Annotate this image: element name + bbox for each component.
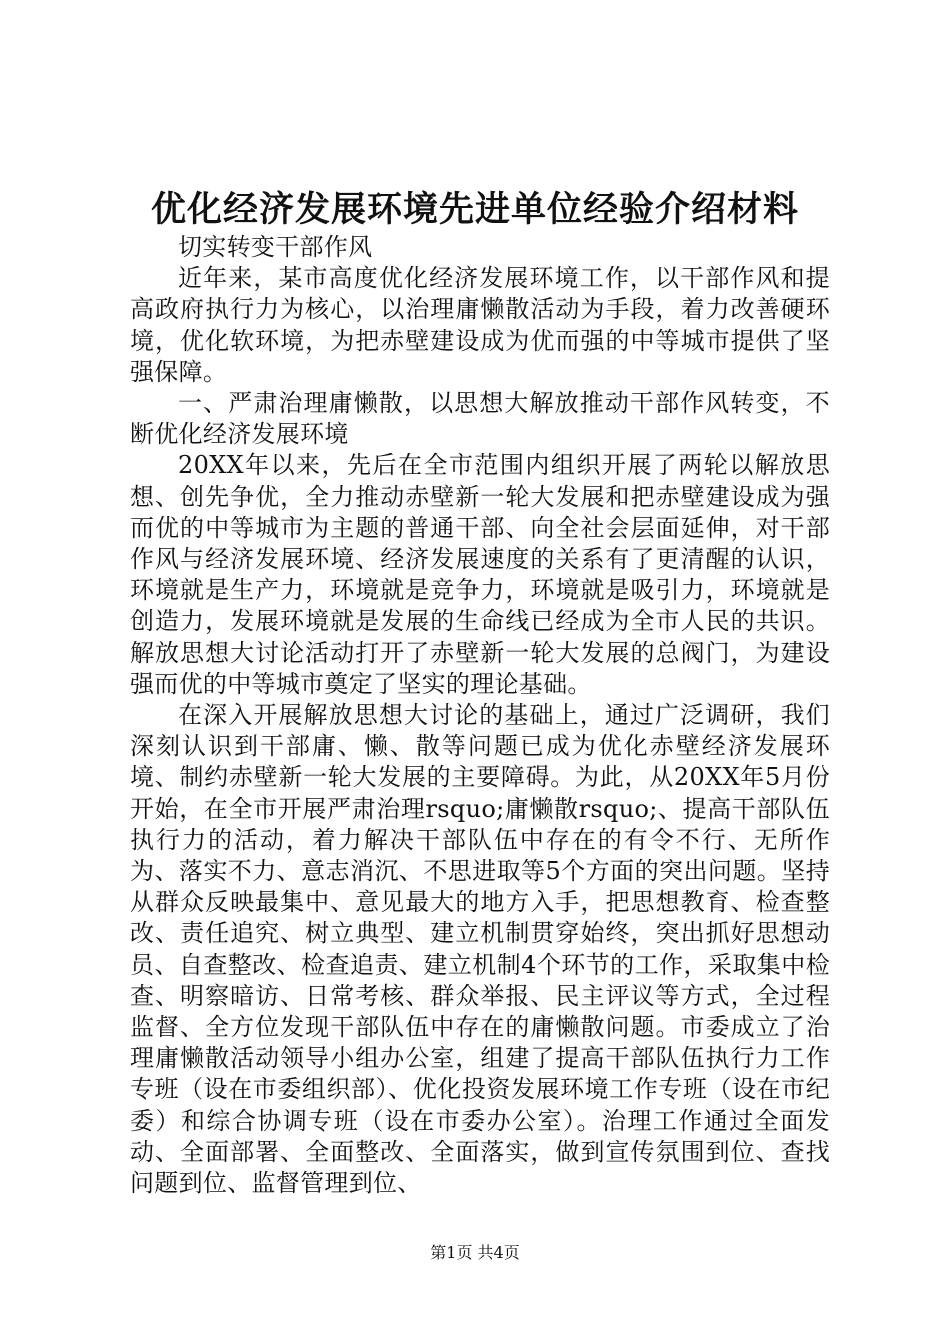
paragraph-section-heading: 一、严肃治理庸懒散，以思想大解放推动干部作风转变，不断优化经济发展环境 <box>130 389 830 449</box>
paragraph-intro: 近年来，某市高度优化经济发展环境工作，以干部作风和提高政府执行力为核心，以治理庸懒散活动为手段，着力改善硬环境，优化软环境，为把赤壁建设成为优而强的中等城市提供了坚强保障。 <box>130 264 830 386</box>
section-subheading: 切实转变干部作风 <box>178 233 373 261</box>
document-title: 优化经济发展环境先进单位经验介绍材料 <box>150 189 799 230</box>
document-body <box>130 232 830 1199</box>
page-number-footer: 第1页 共4页 <box>430 1243 520 1262</box>
paragraph-background: 20XX年以来，先后在全市范围内组织开展了两轮以解放思想、创先争优，全力推动赤壁新一轮大发展和把赤壁建设成为强而优的中等城市为主题的普通干部、向全社会层面延伸，对干部作风与经济发展环境、经济发展速度的关系有了更清醒的认识，环境就是生产力，环境就是竞争力，环境就是吸引力，环境就是创造力，发展环境就是发展的生命线已经成为全市人民的共识。解放思想大讨论活动打开了赤壁新一轮大发展的总阀门，为建设强而优的中等城市奠定了坚实的理论基础。 <box>130 451 830 698</box>
paragraph-campaign: 在深入开展解放思想大讨论的基础上，通过广泛调研，我们深刻认识到干部庸、懒、散等问题已成为优化赤壁经济发展环境、制约赤壁新一轮大发展的主要障碍。为此，从20XX年5月份开始，在全市开展严肃治理rsquo;庸懒散rsquo;、提高干部队伍执行力的活动，着力解决干部队伍中存在的有令不行、无所作为、落实不力、意志消沉、不思进取等5个方面的突出问题。坚持从群众反映最集中、意见最大的地方入手，把思想教育、检查整改、责任追究、树立典型、建立机制贯穿始终，突出抓好思想动员、自查整改、检查追责、建立机制4个环节的工作，采取集中检查、明察暗访、日常考核、群众举报、民主评议等方式，全过程监督、全方位发现干部队伍中存在的庸懒散问题。市委成立了治理庸懒散活动领导小组办公室，组建了提高干部队伍执行力工作专班（设在市委组织部）、优化投资发展环境工作专班（设在市纪委）和综合协调专班（设在市委办公室）。治理工作通过全面发动、全面部署、全面整改、全面落实，做到宣传氛围到位、查找问题到位、监督管理到位、 <box>130 701 830 1198</box>
